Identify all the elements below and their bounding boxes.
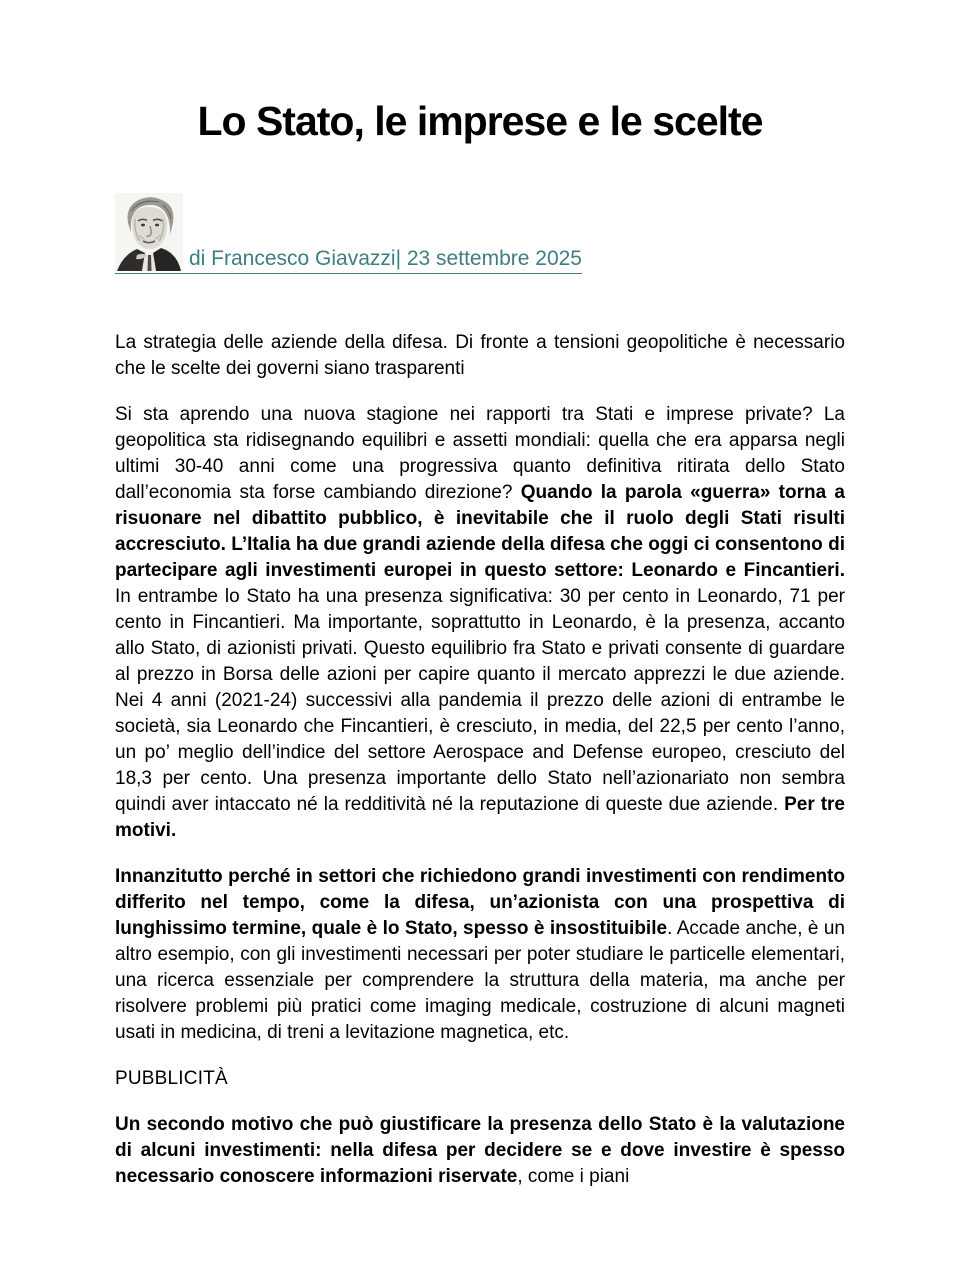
- standfirst-paragraph: [115, 330, 845, 382]
- article-title: Lo Stato, le imprese e le scelte: [197, 98, 763, 144]
- byline-row: [115, 193, 845, 276]
- text-run: La strategia delle aziende della difesa. Di fronte a tensioni geopolitiche è necessario che le scelte dei governi siano trasparenti: [115, 332, 845, 380]
- article-body: [115, 330, 845, 1190]
- text-run: In entrambe lo Stato ha una presenza significativa: 30 per cento in Leonardo, 71 per cento in Fincantieri. Ma importante, soprattutto in Leonardo, è la presenza, accanto allo Stato, di azionisti privati. Questo equilibrio fra Stato e privati consente di guardare al prezzo in Borsa delle azioni per capire quanto il mercato apprezzi le due aziende. Nei 4 anni (2021-24) successivi alla pandemia il prezzo delle azioni di entrambe le società, sia Leonardo che Fincantieri, è cresciuto, in media, del 22,5 per cento l’anno, un po’ meglio dell’indice del settore Aerospace and Defense europeo, cresciuto del 18,3 per cento. Una presenza importante dello Stato nell’azionariato non sembra quindi aver intaccato né la redditività né la reputazione di queste due aziende.: [115, 586, 845, 816]
- text-run: Quando la parola «guerra» torna a risuonare nel dibattito pubblico, è inevitabile che il ruolo degli Stati risulti accresciuto. L’Italia ha due grandi aziende della difesa che oggi ci consentono di partecipare agli investimenti europei in questo settore: Leonardo e Fincantieri.: [115, 482, 845, 582]
- text-run: Si sta aprendo una nuova stagione nei rapporti tra Stati e imprese private? La geopolitica sta ridisegnando equilibri e assetti mondiali: quella che era apparsa negli ultimi 30-40 anni come una progressiva quanto definitiva ritirata dello Stato dall’economia sta forse cambiando direzione?: [115, 404, 845, 504]
- text-run: PUBBLICITÀ: [115, 1068, 228, 1090]
- text-run: Un secondo motivo che può giustificare la presenza dello Stato è la valutazione di alcuni investimenti: nella difesa per decidere se e dove investire è spesso necessario conoscere informazioni riservate: [115, 1114, 845, 1188]
- author-portrait-icon: [115, 193, 183, 271]
- byline-text: di Francesco Giavazzi| 23 settembre 2025: [189, 247, 582, 271]
- body-paragraph-2: [115, 864, 845, 1046]
- body-paragraph-3: [115, 1112, 845, 1190]
- text-run: Per tre motivi.: [115, 794, 845, 842]
- text-run: , come i piani: [517, 1166, 630, 1188]
- advertisement-label: [115, 1066, 845, 1092]
- body-paragraph-1: [115, 402, 845, 844]
- byline-link[interactable]: [115, 193, 582, 274]
- text-run: . Accade anche, è un altro esempio, con gli investimenti necessari per poter studiare le particelle elementari, una ricerca essenziale per comprendere la struttura della materia, ma anche per risolvere problemi più pratici come imaging medicale, costruzione di alcuni magneti usati in medicina, di treni a levitazione magnetica, etc.: [115, 918, 845, 1044]
- text-run: Innanzitutto perché in settori che richiedono grandi investimenti con rendimento differito nel tempo, come la difesa, un’azionista con una prospettiva di lunghissimo termine, quale è lo Stato, spesso è insostituibile: [115, 866, 845, 940]
